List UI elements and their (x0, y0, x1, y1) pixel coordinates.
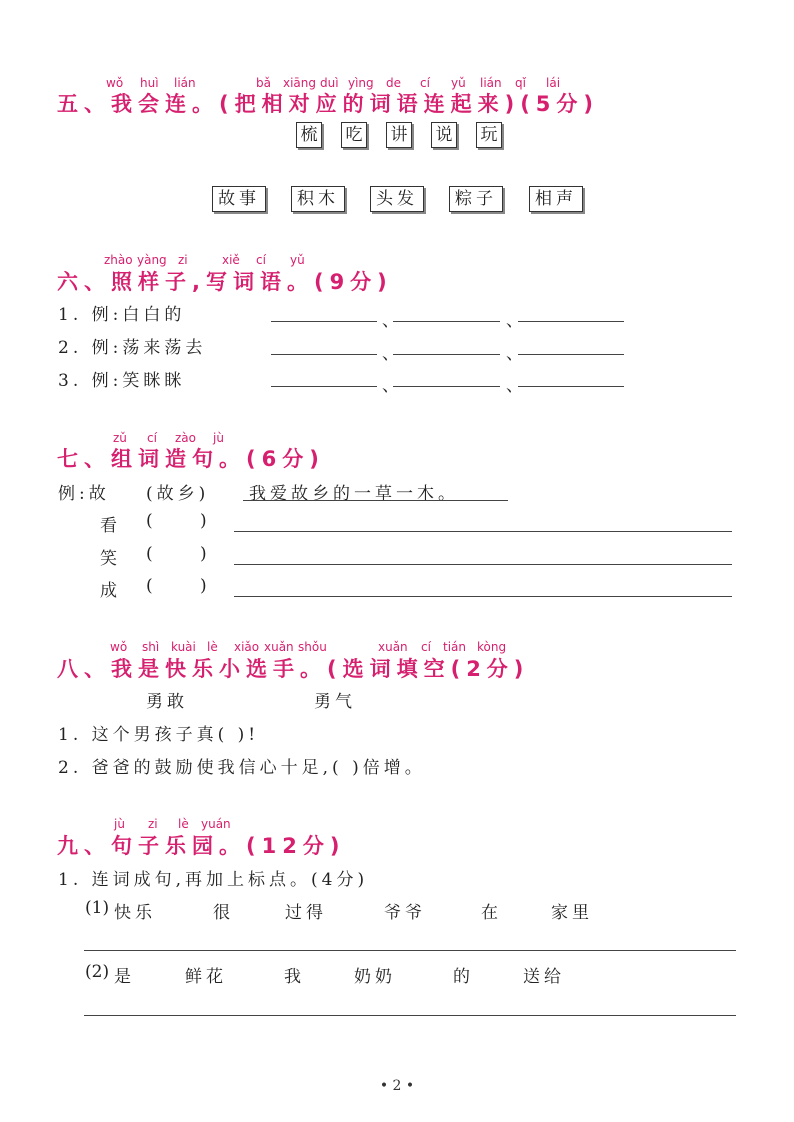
answer-blank[interactable] (518, 386, 624, 387)
pinyin: yǔ (451, 76, 466, 90)
pinyin: shǒu (298, 640, 327, 654)
answer-blank[interactable] (393, 354, 500, 355)
separator: 、 (382, 344, 403, 364)
answer-blank[interactable] (393, 321, 500, 322)
pinyin: lè (207, 640, 218, 654)
word-token: 爷爷 (384, 903, 426, 923)
answer-blank[interactable] (271, 354, 377, 355)
char-prompt: 成 (100, 581, 121, 601)
word-box[interactable]: 梳 (296, 122, 322, 148)
word-token: 我 (284, 967, 305, 987)
word-box[interactable]: 故事 (212, 186, 266, 212)
word-token: 在 (481, 903, 502, 923)
pinyin: yìng (348, 76, 374, 90)
pinyin: xiě (222, 253, 240, 267)
answer-blank[interactable] (393, 386, 500, 387)
sub-question: 1. 连词成句,再加上标点。(4分) (58, 870, 369, 890)
separator: 、 (382, 311, 403, 331)
pinyin: lè (178, 817, 189, 831)
example-sentence: 我爱故乡的一草一木。 (249, 484, 459, 504)
pinyin: zi (148, 817, 158, 831)
example-item: 2. 例:荡来荡去 (58, 338, 207, 358)
answer-blank[interactable] (271, 386, 377, 387)
paren-open: ( (146, 511, 157, 531)
example-item: 3. 例:笑眯眯 (58, 371, 186, 391)
pinyin: shì (142, 640, 160, 654)
question-1: 1. 这个男孩子真( )! (58, 725, 260, 745)
row-label: (1) (85, 898, 110, 918)
separator: 、 (506, 311, 527, 331)
word-token: 过得 (285, 903, 327, 923)
pinyin: yǔ (290, 253, 305, 267)
section-6-title: 六、照样子,写词语。(9分) (57, 270, 393, 294)
pinyin: yàng (137, 253, 167, 267)
pinyin: zhào (104, 253, 133, 267)
paren-close: ) (200, 511, 211, 531)
example-underline (243, 500, 508, 501)
section-5-title: 五、我会连。(把相对应的词语连起来)(5分) (57, 92, 600, 116)
answer-blank[interactable] (271, 321, 377, 322)
separator: 、 (506, 376, 527, 396)
word-token: 送给 (523, 967, 565, 987)
pinyin: cí (420, 76, 430, 90)
answer-blank[interactable] (518, 321, 624, 322)
example-label: 例:故 (58, 484, 110, 504)
pinyin: zào (175, 431, 196, 445)
word-box[interactable]: 积木 (291, 186, 345, 212)
example-item: 1. 例:白白的 (58, 305, 186, 325)
pinyin: kòng (477, 640, 507, 654)
section-8-title: 八、我是快乐小选手。(选词填空(2分) (57, 657, 530, 681)
word-token: 奶奶 (354, 967, 396, 987)
section-9-title: 九、句子乐园。(12分) (57, 834, 346, 858)
answer-blank[interactable] (518, 354, 624, 355)
pinyin: huì (140, 76, 159, 90)
answer-line[interactable] (84, 1015, 736, 1016)
word-token: 家里 (551, 903, 593, 923)
word-token: 的 (453, 967, 474, 987)
pinyin: lái (546, 76, 561, 90)
pinyin: jù (114, 817, 125, 831)
pinyin: xuǎn (264, 640, 294, 654)
choice-word: 勇敢 (146, 692, 188, 712)
row-label: (2) (85, 962, 110, 982)
word-token: 是 (114, 967, 135, 987)
word-box[interactable]: 玩 (476, 122, 502, 148)
pinyin: bǎ (256, 76, 271, 90)
paren-open: ( (146, 544, 157, 564)
word-token: 鲜花 (185, 967, 227, 987)
word-box[interactable]: 吃 (341, 122, 367, 148)
pinyin: jù (213, 431, 224, 445)
pinyin: yuán (201, 817, 231, 831)
example-word: (故乡) (146, 484, 210, 504)
paren-close: ) (200, 576, 211, 596)
pinyin: qǐ (515, 76, 526, 90)
answer-line[interactable] (84, 950, 736, 951)
separator: 、 (382, 376, 403, 396)
char-prompt: 看 (100, 516, 121, 536)
sentence-line[interactable] (234, 531, 732, 532)
pinyin: wǒ (110, 640, 128, 654)
word-box[interactable]: 粽子 (449, 186, 503, 212)
choice-word: 勇气 (314, 692, 356, 712)
pinyin: lián (480, 76, 502, 90)
pinyin: cí (256, 253, 266, 267)
pinyin: cí (421, 640, 431, 654)
paren-open: ( (146, 576, 157, 596)
pinyin: tián (443, 640, 466, 654)
pinyin: xiǎo (234, 640, 260, 654)
pinyin: wǒ (106, 76, 124, 90)
sentence-line[interactable] (234, 596, 732, 597)
word-token: 很 (213, 903, 234, 923)
char-prompt: 笑 (100, 549, 121, 569)
pinyin: zi (178, 253, 188, 267)
sentence-line[interactable] (234, 564, 732, 565)
word-box[interactable]: 讲 (386, 122, 412, 148)
separator: 、 (506, 344, 527, 364)
pinyin: zǔ (113, 431, 127, 445)
word-box[interactable]: 说 (431, 122, 457, 148)
question-2: 2. 爸爸的鼓励使我信心十足,( )倍增。 (58, 758, 426, 778)
pinyin: kuài (171, 640, 196, 654)
pinyin: de (386, 76, 401, 90)
paren-close: ) (200, 544, 211, 564)
pinyin: duì (320, 76, 339, 90)
pinyin: xiāng (283, 76, 317, 90)
section-7-title: 七、组词造句。(6分) (57, 447, 325, 471)
word-token: 快乐 (114, 903, 156, 923)
word-box[interactable]: 头发 (370, 186, 424, 212)
pinyin: cí (147, 431, 157, 445)
word-box[interactable]: 相声 (529, 186, 583, 212)
pinyin: xuǎn (378, 640, 408, 654)
page-number: • 2 • (379, 1078, 415, 1094)
pinyin: lián (174, 76, 196, 90)
